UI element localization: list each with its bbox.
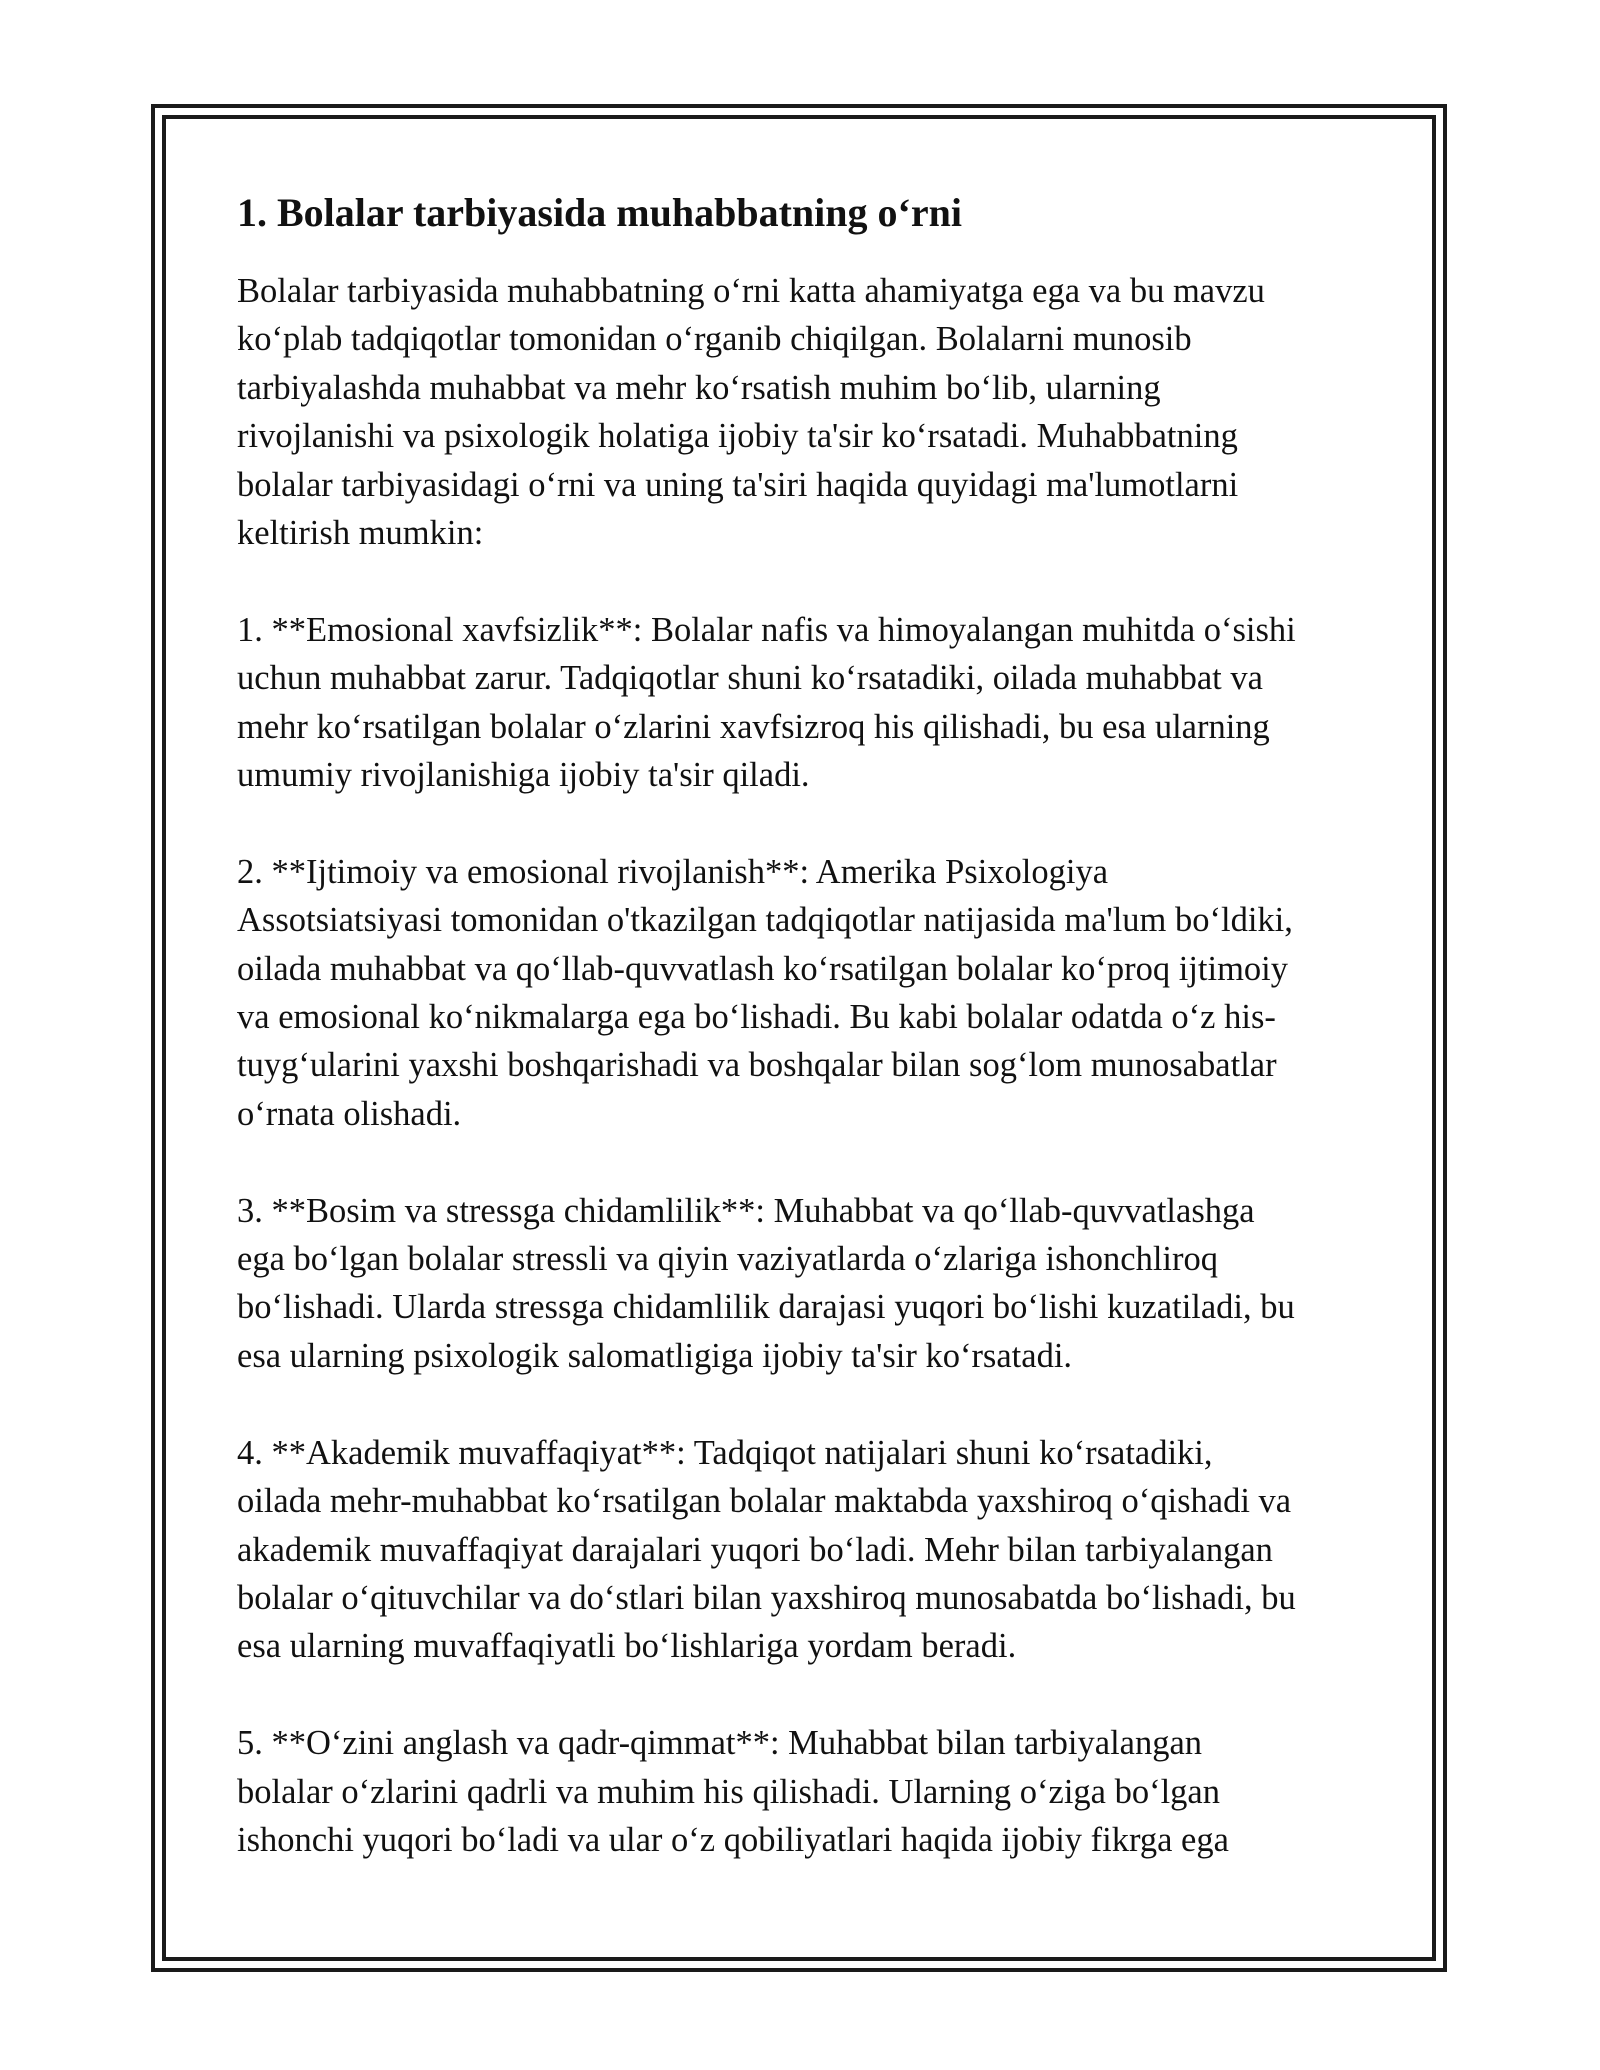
text-line: bolalar oʻqituvchilar va doʻstlari bilan yaxshiroq munosabatda boʻlishadi, bu [237, 1578, 1296, 1617]
list-item-paragraph [237, 848, 1377, 1138]
text-line: esa ularning psixologik salomatligiga ijobiy ta'sir koʻrsatadi. [237, 1336, 1073, 1375]
text-line: 1. **Emosional xavfsizlik**: Bolalar nafis va himoyalangan muhitda oʻsishi [237, 610, 1296, 649]
text-line: bolalar tarbiyasidagi oʻrni va uning ta'siri haqida quyidagi ma'lumotlarni [237, 465, 1239, 504]
text-line: va emosional koʻnikmalarga ega boʻlishadi. Bu kabi bolalar odatda oʻz his- [237, 998, 1276, 1037]
text-line: esa ularning muvaffaqiyatli boʻlishlariga yordam beradi. [237, 1627, 1017, 1666]
text-line: ishonchi yuqori boʻladi va ular oʻz qobiliyatlari haqida ijobiy fikrga ega [237, 1820, 1229, 1859]
paragraph-list [237, 267, 1377, 1864]
text-line: bolalar oʻzlarini qadrli va muhim his qilishadi. Ularning oʻziga boʻlgan [237, 1772, 1220, 1811]
list-item-paragraph [237, 1429, 1377, 1671]
text-line: Assotsiatsiyasi tomonidan o'tkazilgan tadqiqotlar natijasida ma'lum boʻldiki, [237, 901, 1293, 940]
text-line: Bolalar tarbiyasida muhabbatning oʻrni katta ahamiyatga ega va bu mavzu [237, 272, 1265, 310]
text-line: koʻplab tadqiqotlar tomonidan oʻrganib chiqilgan. Bolalarni munosib [237, 320, 1192, 359]
text-line: oilada mehr-muhabbat koʻrsatilgan bolalar maktabda yaxshiroq oʻqishadi va [237, 1482, 1292, 1521]
text-line: ega boʻlgan bolalar stressli va qiyin vaziyatlarda oʻzlariga ishonchliroq [237, 1240, 1218, 1279]
text-line: 2. **Ijtimoiy va emosional rivojlanish**: Amerika Psixologiya [237, 852, 1109, 891]
section-heading: 1. Bolalar tarbiyasida muhabbatning oʻrni [237, 190, 962, 235]
text-line: 3. **Bosim va stressga chidamlilik**: Muhabbat va qoʻllab-quvvatlashga [237, 1191, 1255, 1230]
text-line: akademik muvaffaqiyat darajalari yuqori boʻladi. Mehr bilan tarbiyalangan [237, 1530, 1273, 1569]
text-line: tuygʻularini yaxshi boshqarishadi va boshqalar bilan sogʻlom munosabatlar [237, 1046, 1277, 1085]
list-item-paragraph [237, 1187, 1377, 1381]
document-body [237, 185, 1377, 1913]
text-line: rivojlanishi va psixologik holatiga ijobiy ta'sir koʻrsatadi. Muhabbatning [237, 417, 1238, 456]
text-line: 5. **Oʻzini anglash va qadr-qimmat**: Muhabbat bilan tarbiyalangan [237, 1724, 1203, 1763]
text-line: umumiy rivojlanishiga ijobiy ta'sir qiladi. [237, 756, 810, 795]
text-line: 4. **Akademik muvaffaqiyat**: Tadqiqot natijalari shuni koʻrsatadiki, [237, 1433, 1213, 1472]
intro-paragraph [237, 267, 1377, 557]
text-line: tarbiyalashda muhabbat va mehr koʻrsatish muhim boʻlib, ularning [237, 368, 1161, 407]
text-line: mehr koʻrsatilgan bolalar oʻzlarini xavfsizroq his qilishadi, bu esa ularning [237, 707, 1270, 746]
text-line: oʻrnata olishadi. [237, 1094, 462, 1133]
list-item-paragraph [237, 1719, 1377, 1864]
text-line: boʻlishadi. Ularda stressga chidamlilik darajasi yuqori boʻlishi kuzatiladi, bu [237, 1288, 1295, 1327]
list-item-paragraph [237, 606, 1377, 800]
text-line: uchun muhabbat zarur. Tadqiqotlar shuni koʻrsatadiki, oilada muhabbat va [237, 659, 1263, 698]
text-line: keltirish mumkin: [237, 514, 484, 553]
text-line: oilada muhabbat va qoʻllab-quvvatlash koʻrsatilgan bolalar koʻproq ijtimoiy [237, 949, 1289, 988]
